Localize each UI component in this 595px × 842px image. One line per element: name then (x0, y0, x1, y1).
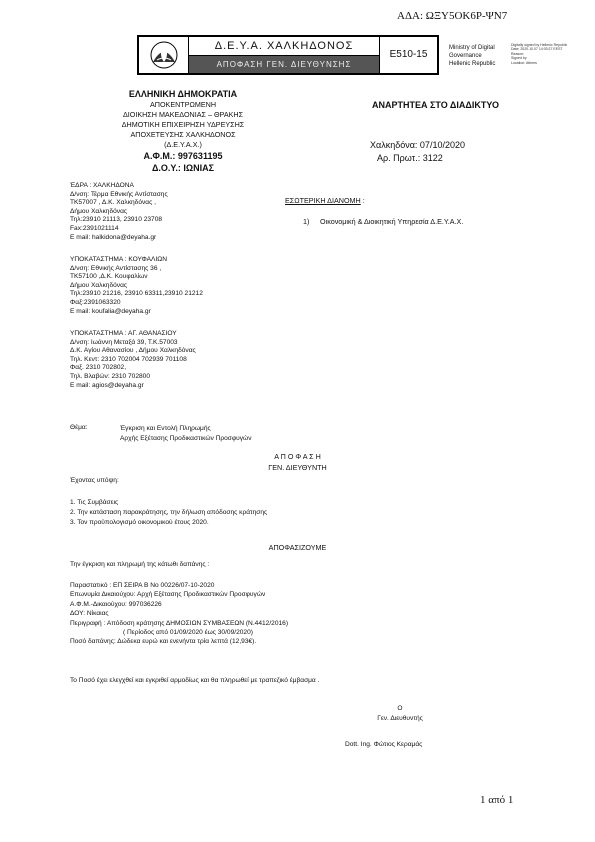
stamp-line: Signed by (511, 56, 527, 61)
issuer-line: ΑΠΟΧΕΤΕΥΣΗΣ ΧΑΛΚΗΔΟΝΟΣ (130, 130, 236, 139)
detail-line: Επωνυμία Δικαιούχου: Αρχή Εξέτασης Προδικαστικών Προσφυγών (70, 591, 266, 599)
header-banner (137, 35, 439, 75)
issuer-block (88, 88, 278, 174)
ministry-line: Governance (449, 53, 482, 59)
detail-line: ( Περίοδος από 01/09/2020 έως 30/09/2020) (123, 629, 253, 637)
detail-line: Ποσό δαπάνης: Δώδεκα ευρώ και ενενήντα τρία λεπτά (12,93€). (70, 638, 257, 646)
org-name: Δ.Ε.Υ.Α. ΧΑΛΚΗΔΟΝΟΣ (189, 37, 379, 56)
detail-line: ΔΟΥ: Νίκαιας (70, 610, 109, 618)
address-line: Φαξ. 2310 702802, (70, 364, 127, 372)
issuer-line: ΑΠΟΚΕΝΤΡΩΜΕΝΗ (149, 100, 217, 109)
address-line: E mail: agios@deyaha.gr (70, 381, 144, 389)
ministry-line: Hellenic Republic (449, 61, 496, 67)
issuer-line: (Δ.Ε.Υ.Α.Χ.) (164, 140, 202, 149)
internal-distribution-title (285, 196, 365, 205)
check-line: Το Ποσό έχει ελεγχθεί και εγκριθεί αρμοδίως και θα πληρωθεί με τραπεζικό έμβασμα . (70, 677, 320, 684)
internal-colon: : (362, 196, 365, 205)
decision-title: Α Π Ο Φ Α Σ Η (274, 452, 321, 461)
ada-code: ΑΔΑ: ΩΞΥ5ΟΚ6Ρ-ΨΝ7 (397, 10, 508, 22)
subject-line: Έγκριση και Εντολή Πληρωμής (120, 425, 211, 432)
address-line: Δ/νση: Ιωάννη Μεταξά 39, Τ.Κ.57003 (70, 338, 178, 346)
address-line: Τηλ. Κεντ: 2310 702004 702939 701108 (70, 355, 187, 363)
address-line: ΤΚ57007 , Δ.Κ. Χαλκηδόνας , (70, 199, 156, 207)
internal-item: Οικονομική & Διοικητική Υπηρεσία Δ.Ε.Υ.Α.Χ. (320, 217, 464, 226)
address-line: Δ/νση: Εθνικής Αντίστασης 36 , (70, 264, 162, 272)
address-line: Fax:2391021114 (70, 224, 119, 232)
subject-line: Αρχής Εξέτασης Προδικαστικών Προσφυγών (120, 435, 252, 442)
address-line: ΈΔΡΑ : ΧΑΛΚΗΔΟΝΑ (70, 182, 134, 189)
internal-title: ΕΣΩΤΕΡΙΚΗ ΔΙΑΝΟΜΗ (285, 196, 361, 205)
approve-line: Την έγκριση και πληρωμή της κάτωθι δαπάνης : (70, 561, 210, 568)
protocol-number: Αρ. Πρωτ.: 3122 (377, 153, 443, 163)
internal-item-no: 1) (303, 217, 310, 226)
stamp-line: Reason: (511, 51, 525, 56)
address-line: Δήμου Χαλκηδόνας (70, 207, 128, 215)
ministry-line: Ministry of Digital (449, 45, 495, 51)
date-place: Χαλκηδόνα: 07/10/2020 (370, 140, 465, 150)
logo (139, 37, 189, 73)
doy: Δ.Ο.Υ.: ΙΩΝΙΑΣ (151, 163, 215, 173)
address-agios (70, 330, 196, 390)
doc-code: Ε510-15 (379, 37, 437, 73)
address-line: Τηλ:23910 21113, 23910 23708 (70, 216, 163, 224)
ministry-stamp (449, 44, 495, 68)
signature-role: Γεν. Διευθυντής (377, 715, 423, 722)
signature-name: Dott. Ing. Φώτιος Κεραμάς (345, 741, 423, 748)
address-line: E mail: halkidona@deyaha.gr (70, 233, 157, 241)
considering-label: Έχοντας υπόψη: (70, 477, 119, 484)
consideration-item: 1. Τις Συμβάσεις (70, 499, 119, 506)
address-line: ΤΚ57100 ,Δ.Κ. Κουφαλίων (70, 273, 148, 281)
subject-lines (120, 424, 252, 444)
stamp-line: Location: Athens (511, 60, 537, 65)
afm: Α.Φ.Μ.: 997631195 (143, 151, 223, 161)
water-drop-logo-icon (147, 40, 181, 70)
stamp-line: Digitally signed by Hellenic Republic (511, 43, 568, 47)
page-number: 1 από 1 (480, 794, 514, 806)
address-line: Φαξ:2391063320 (70, 298, 121, 306)
address-line: Δ.Κ. Αγίου Αθανασίου , Δήμου Χαλκηδόνας (70, 347, 196, 355)
stamp-line: Date: 2020.10.07 14:03:27 EEST (511, 47, 563, 52)
detail-line: Α.Φ.Μ.-Δικαιούχου: 997036226 (70, 600, 162, 608)
consideration-item: 3. Τον προϋπολογισμό οικονομικού έτους 2020. (70, 519, 209, 526)
considerations-list (70, 498, 267, 528)
address-line: E mail: koufalia@deyaha.gr (70, 307, 151, 315)
address-line: ΥΠΟΚΑΤΑΣΤΗΜΑ : ΚΟΥΦΑΛΙΩΝ (70, 256, 167, 263)
issuer-line: ΔΙΟΙΚΗΣΗ ΜΑΚΕΔΟΝΙΑΣ – ΘΡΑΚΗΣ (122, 110, 244, 119)
address-main (70, 182, 168, 242)
republic-title: ΕΛΛΗΝΙΚΗ ΔΗΜΟΚΡΑΤΙΑ (128, 89, 238, 99)
address-line: Δ/νση: Τέρμα Εθνικής Αντίστασης (70, 190, 168, 198)
detail-line: Περιγραφή : Απόδοση κράτησης ΔΗΜΟΣΙΩΝ ΣΥΜΒΑΣΕΩΝ (Ν.4412/2016) (70, 619, 289, 627)
address-line: Τηλ. Βλαβών: 2310 702800 (70, 372, 150, 380)
address-line: ΥΠΟΚΑΤΑΣΤΗΜΑ : ΑΓ. ΑΘΑΝΑΣΙΟΥ (70, 330, 177, 337)
address-line: Τηλ:23910 21216, 23910 63311,23910 21212 (70, 290, 203, 298)
publish-notice: ΑΝΑΡΤΗΤΕΑ ΣΤΟ ΔΙΑΔΙΚΤΥΟ (372, 100, 499, 110)
signature-stamp-text (511, 43, 567, 65)
issuer-line: ΔΗΜΟΤΙΚΗ ΕΠΙΧΕΙΡΗΣΗ ΥΔΡΕΥΣΗΣ (121, 120, 245, 129)
consideration-item: 2. Την κατάσταση παρακράτησης, την δήλωση απόδοσης κράτησης (70, 509, 268, 516)
address-koufalia (70, 256, 203, 316)
detail-line: Παραστατικό : ΕΠ ΣΕΙΡΑ Β Νο 00226/07-10-2020 (70, 582, 215, 589)
payment-details (70, 581, 288, 647)
subject-label: Θέμα: (70, 424, 88, 431)
decide-title: ΑΠΟΦΑΣΙΖΟΥΜΕ (268, 543, 327, 552)
address-line: Δήμου Χαλκηδόνας (70, 281, 128, 289)
signature-article: Ο (397, 705, 403, 712)
decision-subtitle: ΓΕΝ. ΔΙΕΥΘΥΝΤΗ (268, 463, 327, 472)
doc-type: ΑΠΟΦΑΣΗ ΓΕΝ. ΔΙΕΥΘΥΝΣΗΣ (189, 56, 379, 73)
